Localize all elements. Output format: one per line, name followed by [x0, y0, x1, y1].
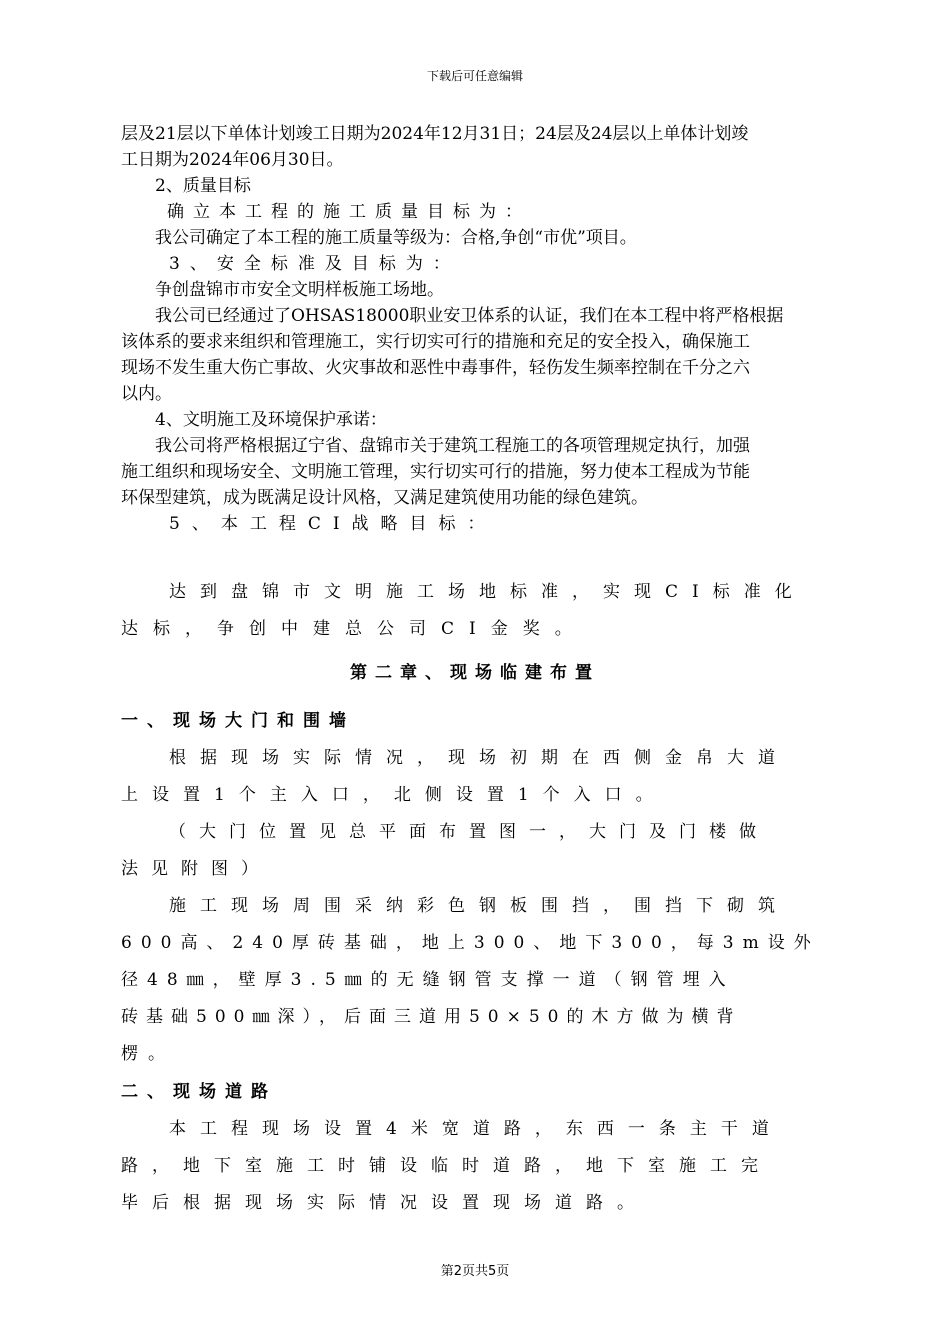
text-line: 现场不发生重大伤亡事故、火灾事故和恶性中毒事件，轻伤发生频率控制在千分之六 — [121, 358, 750, 378]
text-line: 确立本工程的施工质量目标为： — [167, 202, 531, 222]
text-line: 以内。 — [121, 384, 172, 404]
text-line: 根据现场实际情况，现场初期在西侧金帛大道 — [169, 748, 789, 768]
section-gate-and-wall — [121, 703, 827, 1073]
text-line: 砖基础500㎜深），后面三道用50×50的木方做为横背 — [121, 1007, 742, 1027]
text-line: 法见附图） — [121, 859, 271, 879]
page-number: 第2页共5页 — [440, 1264, 510, 1279]
text-line: 我公司确定了本工程的施工质量等级为：合格,争创“市优”项目。 — [155, 228, 637, 248]
text-line: 达到盘锦市文明施工场地标准，实现CI标准化 — [169, 582, 806, 602]
text-line: 施工组织和现场安全、文明施工管理，实行切实可行的措施，努力使本工程成为节能 — [121, 462, 750, 482]
page-header: 下载后可任意编辑 — [426, 69, 523, 83]
section-title: 一、现场大门和围墙 — [121, 711, 355, 731]
section-title: 二、现场道路 — [121, 1082, 277, 1102]
text-line: 径48㎜，壁厚3.5㎜的无缝钢管支撑一道（钢管埋入 — [121, 970, 735, 990]
heading-civil-construction: 4、文明施工及环境保护承诺： — [155, 410, 387, 430]
text-line: 工日期为2024年06月30日。 — [121, 150, 344, 170]
text-line: 我公司已经通过了OHSAS18000职业安卫体系的认证，我们在本工程中将严格根据 — [155, 306, 784, 326]
text-line: 该体系的要求来组织和管理施工，实行切实可行的措施和充足的安全投入，确保施工 — [121, 332, 750, 352]
body-text-ci — [121, 574, 827, 648]
chapter-title: 第二章、现场临建布置 — [350, 663, 600, 683]
text-line: 上设置1个主入口，北侧设置1个入口。 — [121, 785, 667, 805]
text-line: 楞。 — [121, 1044, 175, 1064]
section-site-road — [121, 1074, 827, 1222]
text-line: （大门位置见总平面布置图一，大门及门楼做 — [169, 822, 769, 842]
text-line: 600高、240厚砖基础，地上300、地下300，每3m设外 — [121, 933, 820, 953]
text-line: 我公司将严格根据辽宁省、盘锦市关于建筑工程施工的各项管理规定执行，加强 — [155, 436, 750, 456]
heading-safety-goal: 3、安全标准及目标为： — [169, 254, 460, 274]
text-line: 施工现场周围采纳彩色钢板围挡，围挡下砌筑 — [169, 896, 789, 916]
heading-quality-goal: 2、质量目标 — [155, 176, 251, 196]
text-line: 毕后根据现场实际情况设置现场道路。 — [121, 1193, 648, 1213]
body-text-upper — [121, 121, 827, 537]
text-line: 路，地下室施工时铺设临时道路，地下室施工完 — [121, 1156, 772, 1176]
text-line: 本工程现场设置4米宽道路，东西一条主干道 — [169, 1119, 783, 1139]
text-line: 达标，争创中建总公司CI金奖。 — [121, 619, 587, 639]
text-line: 层及21层以下单体计划竣工日期为2024年12月31日；24层及24层以上单体计划竣 — [121, 124, 749, 144]
text-line: 环保型建筑，成为既满足设计风格，又满足建筑使用功能的绿色建筑。 — [121, 488, 648, 508]
text-line: 争创盘锦市市安全文明样板施工场地。 — [155, 280, 444, 300]
heading-ci-goal: 5、本工程CI战略目标： — [169, 514, 497, 534]
